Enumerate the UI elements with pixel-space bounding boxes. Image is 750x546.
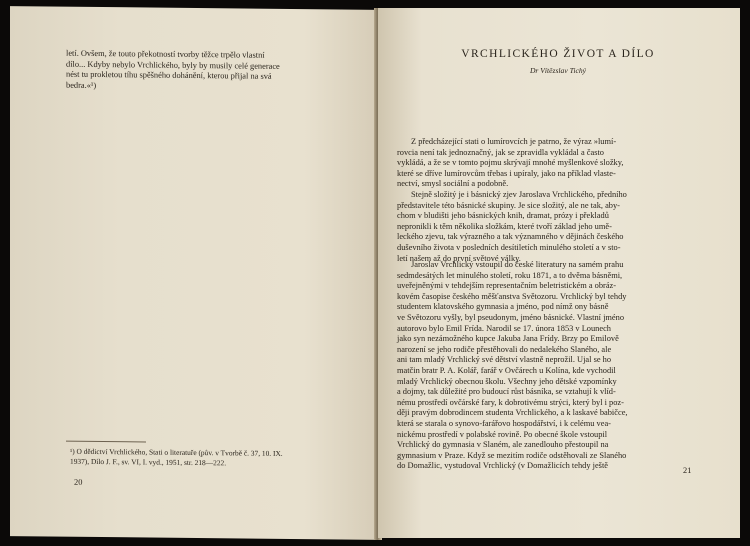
paragraph-2 [397,260,715,472]
text-line: představitele této básnické skupiny. Je sice složitý, ale ne tak, aby- [397,200,620,210]
text-line: vykládá, a že se v tomto pojmu skrývají mnohé myšlenkové složky, [397,158,624,168]
right-page [378,8,740,538]
text-line: chom v bludišti jeho básnických knih, dramat, prózy i překladů [397,211,609,221]
text-line: uveřejněnými v tehdejším representačním beletristickém a obráz- [397,281,617,291]
footnote-line: 1937), Dílo J. F., sv. VI, I. vyd., 1951, str. 218—222. [70,456,227,467]
text-line: do Domažlic, vystudoval Vrchlický (v Domažlicích tehdy ještě [397,461,608,471]
text-line: letí našem až do první světové války. [397,253,521,263]
text-line: nepronikli k těm několika složkám, které tvoří základ jeho umě- [397,221,612,231]
page-number-left: 20 [74,477,83,487]
text-line: nectví, smysl sociální a podobně. [397,179,509,189]
text-line: mladý Vrchlický obecnou školu. Všechny jeho dětské vzpomínky [397,376,617,386]
text-line: a dojmy, tak důležité pro budoucí růst básníka, se vztahují k vlíd- [397,387,616,397]
text-line: Vrchlický do gymnasia v Slaném, ale zanedlouho přestoupil na [397,440,609,450]
text-line: dílo... Kdyby nebylo Vrchlického, byly by musily celé generace [66,59,280,71]
text-line: Z předcházející stati o lumírovcích je patrno, že výraz »lumí- [411,137,617,146]
text-line: jako syn nezámožného kupce Jakuba Jana Frídy. Brzy po Emilově [397,334,619,344]
text-line: nickému prostředí v polabské rovině. Po obecné škole vstoupil [397,429,608,439]
footnote [70,447,370,469]
text-line: gymnasium v Praze. Když se mezitím rodiče odstěhovali ze Slaného [397,450,627,460]
author-name: Dr Vítězslav Tichý [529,66,587,75]
left-page-text [66,49,366,95]
left-page [10,6,378,540]
page-number-right: 21 [683,466,692,475]
text-line: kovém časopise českého měšťanstva Světozoru. Vrchlický byl tehdy [397,291,627,301]
text-line: rovcia není tak jednoznačný, jak se zpravidla vykládal a často [397,147,604,157]
text-line: Stejně složitý je i básnický zjev Jaroslava Vrchlického, předního [411,189,627,199]
text-line: nést tu prokletou tíhu spěšného dohánění, kterou přijal na svá [66,69,272,82]
text-line: ději pravým dobrodincem studenta Vrchlického, a k laskavé babičce, [397,408,628,418]
footnote-divider [66,441,146,443]
footnote-line: ¹) O dědictví Vrchlického, Stati o literatuře (pův. v Tvorbě č. 37, 10. IX. [70,446,283,458]
text-line: sedmdesátých let minulého století, roku 1871, a to dvěma básněmi, [397,270,623,280]
text-line: letí. Ovšem, že touto překotností tvorby těžce trpělo vlastní [66,48,265,60]
text-line: leckého zjevu, tak výrazného a tak významného v dějinách českého [397,232,624,242]
text-line: která se starala o synovo-farářovo hospodářství, i k celému vea- [397,418,611,428]
text-line: Jaroslav Vrchlický vstoupil do české literatury na samém prahu [411,260,624,269]
text-line: ani tam mladý Vrchlický své dětství vlastně neprožil. Ujal se ho [397,355,612,365]
text-line: bedra.«¹) [66,80,97,90]
text-line: autorovo bylo Emil Frída. Narodil se 17. února 1853 v Lounech [397,323,611,333]
paragraph-1 [397,137,715,264]
text-line: duševního života v posledních desítiletích minulého století a v sto- [397,242,621,252]
text-line: studentem klatovského gymnasia a jméno, pod nímž ony básně [397,302,609,312]
text-line: narození se jeho rodiče přestěhovali do nedalekého Slaného, ale [397,344,612,354]
chapter-title: VRCHLICKÉHO ŽIVOT A DÍLO [461,48,655,60]
text-line: které se dříve lumírovcům třebas i upíraly, jako na příklad vlaste- [397,168,616,178]
text-line: ve Světozoru vyšly, byl pseudonym, jméno básnické. Vlastní jméno [397,312,625,322]
text-line: matčin bratr P. A. Kolář, farář v Ovčárech u Kolína, kde vychodil [397,365,616,375]
text-line: nému prostředí ovčárské fary, k dobrotivému strýci, který byl i poz- [397,397,624,407]
